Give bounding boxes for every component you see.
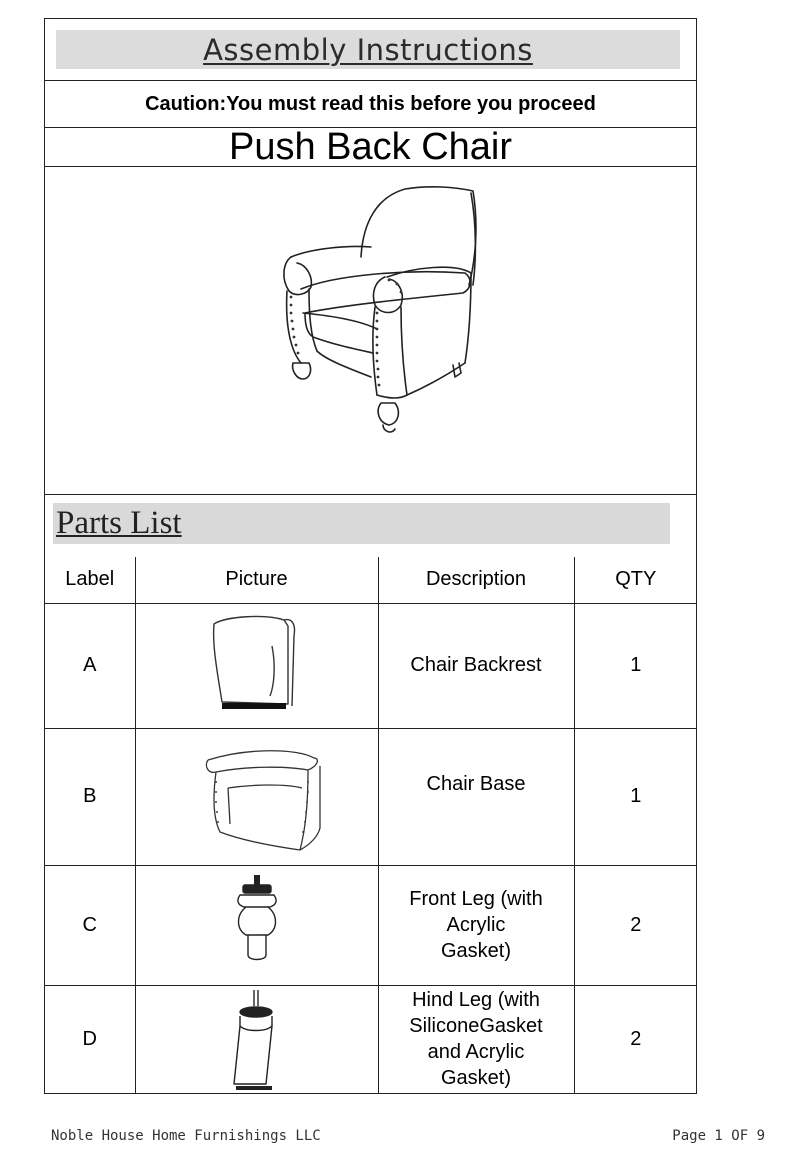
footer-page-number: Page 1 OF 9 <box>672 1128 765 1144</box>
table-header-row <box>45 557 697 603</box>
description-line: Gasket) <box>440 1067 512 1090</box>
description-line: Gasket) <box>440 940 512 962</box>
table-row <box>45 985 697 1093</box>
parts-list-title: Parts List <box>56 505 182 541</box>
part-qty: 1 <box>574 603 697 728</box>
part-picture <box>135 985 378 1093</box>
table-row <box>45 865 697 985</box>
part-label: B <box>45 728 135 865</box>
front-leg-icon <box>136 869 379 981</box>
description-line: Hind Leg (with <box>412 989 540 1012</box>
part-qty: 2 <box>574 985 697 1093</box>
column-header-picture: Picture <box>135 557 378 603</box>
table-row <box>45 603 697 728</box>
chair-backrest-icon <box>136 606 379 726</box>
chair-base-icon <box>136 732 379 862</box>
push-back-chair-icon <box>45 167 696 494</box>
part-qty: 1 <box>574 728 697 865</box>
description-line: Front Leg (with <box>409 888 543 910</box>
description-line: SiliconeGasket <box>409 1015 543 1038</box>
part-description: Chair Base <box>378 728 574 865</box>
product-name: Push Back Chair <box>228 125 512 168</box>
description-line: and Acrylic <box>427 1041 525 1064</box>
title-banner <box>56 30 680 69</box>
document-title: Assembly Instructions <box>203 32 533 67</box>
divider <box>45 494 696 495</box>
part-picture <box>135 603 378 728</box>
column-header-qty: QTY <box>574 557 697 603</box>
description-line: Acrylic <box>446 914 506 936</box>
part-qty: 2 <box>574 865 697 985</box>
parts-list-banner <box>53 503 670 544</box>
document-frame <box>44 18 697 1094</box>
part-label: C <box>45 865 135 985</box>
hind-leg-icon <box>136 986 379 1092</box>
parts-table <box>45 557 697 1093</box>
table-row <box>45 728 697 865</box>
part-description <box>378 985 574 1093</box>
part-picture <box>135 728 378 865</box>
part-description: Chair Backrest <box>378 603 574 728</box>
part-label: D <box>45 985 135 1093</box>
caution-text: Caution:You must read this before you proceed <box>145 93 596 115</box>
part-label: A <box>45 603 135 728</box>
footer-company: Noble House Home Furnishings LLC <box>51 1128 321 1144</box>
column-header-label: Label <box>45 557 135 603</box>
chair-illustration <box>45 167 696 494</box>
part-picture <box>135 865 378 985</box>
column-header-description: Description <box>378 557 574 603</box>
part-description <box>378 865 574 985</box>
